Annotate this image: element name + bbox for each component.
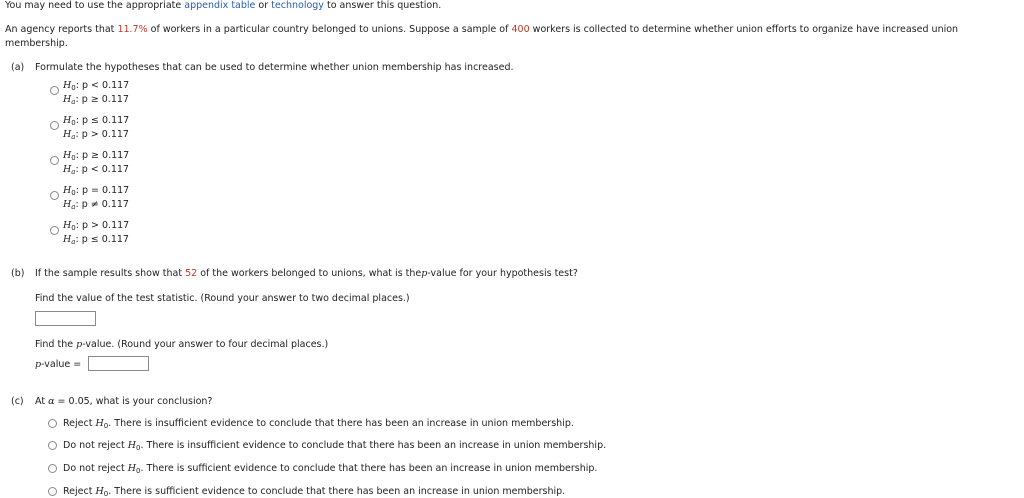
problem-line-1 — [5, 24, 958, 35]
hypothesis-option-radio[interactable] — [50, 121, 59, 130]
conclusion-option-radio[interactable] — [48, 441, 57, 450]
p-variable: p — [421, 268, 428, 279]
sample-size: 400 — [511, 24, 530, 35]
conclusion-text: . There is insufficient evidence to conclude that there has been an increase in union membership. — [108, 418, 574, 429]
alternative-hypothesis: $H_a$: p ≤ 0.117 — [63, 234, 129, 246]
conclusion-action: Do not reject — [63, 440, 125, 451]
conclusion-option-radio[interactable] — [48, 464, 57, 473]
technology-link[interactable]: technology — [271, 0, 324, 11]
conclusion-action: Reject — [63, 486, 93, 497]
test-statistic-input[interactable] — [35, 311, 96, 326]
conclusion-option-label: Reject $H_0$. There is sufficient evidence to conclude that there has been an increase in union membership. — [63, 486, 566, 498]
problem-text: of workers in a particular country belonged to unions. Suppose a sample of — [150, 24, 509, 35]
h0-expression: p ≤ 0.117 — [82, 115, 130, 126]
intro-text: You may need to use the appropriate — [5, 0, 182, 11]
conclusion-text: . There is sufficient evidence to conclude that there has been an increase in union membership. — [108, 486, 566, 497]
conclusion-option-label: Do not reject $H_0$. There is sufficient evidence to conclude that there has been an increase in union membership. — [63, 463, 598, 475]
test-statistic-prompt: Find the value of the test statistic. (Round your answer to two decimal places.) — [35, 293, 410, 304]
conclusion-option-label: Do not reject $H_0$. There is insufficient evidence to conclude that there has been an increase in union membership. — [63, 440, 607, 452]
part-a-prompt: Formulate the hypotheses that can be used to determine whether union membership has increased. — [35, 62, 514, 73]
intro-or: or — [258, 0, 269, 11]
intro-line — [5, 0, 441, 11]
part-c-question — [35, 396, 212, 407]
alternative-hypothesis: $H_a$: p ≥ 0.117 — [63, 94, 129, 106]
p-value-label-text: -value = — [41, 359, 82, 370]
null-hypothesis: $H_0$: p ≤ 0.117 — [63, 115, 130, 127]
part-b-text: -value for your hypothesis test? — [427, 268, 578, 279]
hypothesis-option-radio[interactable] — [50, 226, 59, 235]
conclusion-action: Do not reject — [63, 463, 125, 474]
alternative-hypothesis: $H_a$: p ≠ 0.117 — [63, 199, 129, 211]
part-b-text: If the sample results show that — [35, 268, 183, 279]
part-b-label: (b) — [11, 268, 25, 279]
part-a-label: (a) — [11, 62, 25, 73]
conclusion-option-radio[interactable] — [48, 487, 57, 496]
hypothesis-option-radio[interactable] — [50, 86, 59, 95]
ha-expression: p ≥ 0.117 — [81, 94, 129, 105]
hypothesis-option-radio[interactable] — [50, 191, 59, 200]
part-c-label: (c) — [11, 396, 24, 407]
conclusion-text: . There is insufficient evidence to conclude that there has been an increase in union membership. — [140, 440, 607, 451]
alpha-symbol: α — [48, 396, 55, 407]
p-variable: p — [35, 359, 42, 370]
p-value-label — [35, 359, 81, 370]
part-c-text: = 0.05, what is your conclusion? — [57, 396, 213, 407]
sample-count: 52 — [185, 268, 198, 279]
h0-expression: p < 0.117 — [82, 80, 130, 91]
h0-expression: p = 0.117 — [82, 185, 130, 196]
null-hypothesis: $H_0$: p = 0.117 — [63, 185, 130, 197]
intro-suffix: to answer this question. — [326, 0, 442, 11]
part-b-question — [35, 268, 578, 279]
p-value-input[interactable] — [88, 356, 149, 371]
alternative-hypothesis: $H_a$: p > 0.117 — [63, 129, 129, 141]
null-hypothesis: $H_0$: p ≥ 0.117 — [63, 150, 130, 162]
alternative-hypothesis: $H_a$: p < 0.117 — [63, 164, 129, 176]
hypothesis-option-radio[interactable] — [50, 156, 59, 165]
problem-line-2: membership. — [5, 38, 68, 49]
conclusion-action: Reject — [63, 418, 93, 429]
ha-expression: p < 0.117 — [81, 164, 129, 175]
problem-text: workers is collected to determine whether union efforts to organize have increased union — [532, 24, 959, 35]
conclusion-option-radio[interactable] — [48, 419, 57, 428]
conclusion-text: . There is sufficient evidence to conclude that there has been an increase in union membership. — [140, 463, 598, 474]
h0-expression: p ≥ 0.117 — [82, 150, 130, 161]
conclusion-option-label: Reject $H_0$. There is insufficient evidence to conclude that there has been an increase in union membership. — [63, 418, 574, 430]
null-hypothesis: $H_0$: p > 0.117 — [63, 220, 130, 232]
problem-text: An agency reports that — [5, 24, 115, 35]
h0-expression: p > 0.117 — [82, 220, 130, 231]
p-value-prompt-text: -value. (Round your answer to four decimal places.) — [82, 339, 329, 350]
ha-expression: p ≤ 0.117 — [81, 234, 129, 245]
ha-expression: p ≠ 0.117 — [81, 199, 129, 210]
part-c-text: At — [35, 396, 46, 407]
ha-expression: p > 0.117 — [81, 129, 129, 140]
p-value-prompt — [35, 339, 328, 350]
appendix-table-link[interactable]: appendix table — [184, 0, 256, 11]
p-value-prompt-text: Find the — [35, 339, 74, 350]
p-variable: p — [76, 339, 83, 350]
part-b-text: of the workers belonged to unions, what is the — [200, 268, 422, 279]
null-hypothesis: $H_0$: p < 0.117 — [63, 80, 130, 92]
union-percent: 11.7% — [117, 24, 148, 35]
